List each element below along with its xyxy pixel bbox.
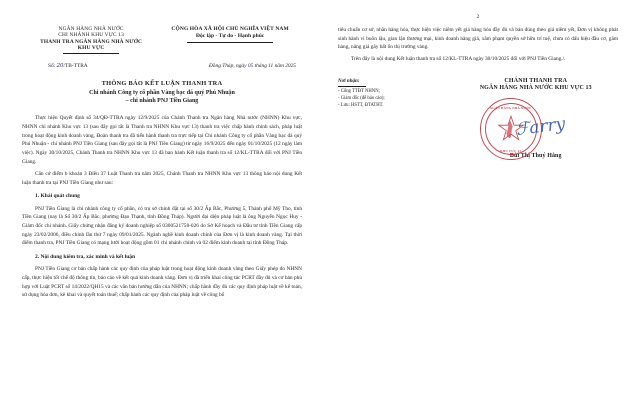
intro-paragraph-1: Thực hiện Quyết định số 34/QĐ-TTRA ngày 12/9/2025 của Chánh Thanh tra Ngân hàng Nhà nước (NHNN) Khu vực, NHNN chi nhánh Khu vực 13 (sau đây gọi tắt là Thanh tra NHNN Khu vực 13) thanh tra việc chấp hành chính sách, pháp luật trong hoạt động kinh doanh vàng, Đoàn thanh tra đã tiến hành thanh tra trực tiếp tại Chi nhánh Công ty cổ phần Vàng bạc đá quý Phú Nhuận - chi nhánh PNJ Tiền Giang (sau đây gọi tắt là PNJ Tiền Giang) từ ngày 16/9/2025 đến ngày 01/10/2025 (12 ngày làm việc). Ngày 30/10/2025, Chánh Thanh tra NHNN Khu vực 13 đã ban hành Kết luận thanh tra số 12/KL-TTRA đối với PNJ Tiền Giang. [22,115,302,165]
org-line-3: THANH TRA NGÂN HÀNG NHÀ NƯỚC [40,38,143,45]
document-header [22,26,302,54]
intro-paragraph-2: Căn cứ điểm b khoản 3 Điều 37 Luật Thanh tra năm 2025, Chánh Thanh tra NHNN Khu vực 13 thông báo nội dung Kết luận thanh tra tại PNJ Tiền Giang như sau: [22,170,302,186]
recipient-item: - Lưu: HSTT, ĐTATHT. [338,102,384,108]
org-line-4: KHU VỰC [77,45,105,52]
section-2-paragraph-part1: PNJ Tiền Giang cơ bản chấp hành các quy định của pháp luật trong hoạt động kinh doanh vàng theo Giấy phép do NHNN cấp, thực hiện tốt chế độ thông tin, báo cáo về kết quả kinh doanh vàng. Đơn vị đã triển khai công tác PCRT đầy đủ và cơ bản phù hợp với Luật PCRT số 14/2022/QH15 và các văn bản hướng dẫn của NHNN; chấp hành đầy đủ các quy định pháp luật về kế toán, sử dụng hóa đơn, kê khai và quyết toán thuế; chấp hành các quy định của pháp luật về công bố [22,266,302,299]
number-handwritten: 20 [56,63,64,69]
org-line-1: NGÂN HÀNG NHÀ NƯỚC [58,26,124,32]
org-line-2: CHI NHÁNH KHU VỰC 13 [58,32,124,39]
seal-and-signature-area [454,91,618,153]
signer-role: CHÁNH THANH TRA [504,78,568,85]
document-body-left [22,114,302,299]
national-motto: Độc lập - Tự do - Hạnh phúc [195,33,265,40]
recipient-item: - Cổng TTĐT NHNN; [338,88,380,94]
date-place: Đồng Tháp, ngày [208,63,247,69]
document-date [209,63,296,69]
document-title-block [22,80,302,105]
section-1-heading: 1. Khái quát chung [35,193,80,200]
signature-zone [338,78,618,159]
number-label: Số: [48,63,56,69]
signer-name: Bùi Thị Thuý Hằng [509,153,562,160]
number-date-row [22,63,302,69]
document-number [48,63,88,69]
date-rest: tháng 11 năm 2025 [254,63,296,69]
national-heading-block [158,26,302,43]
page-title: THÔNG BÁO KẾT LUẬN THANH TRA [101,80,223,87]
header-rule-right [187,42,273,43]
handwritten-signature: ℱ𝑎𝑟𝑟𝑦 [514,114,566,141]
section-1-paragraph: PNJ Tiền Giang là chi nhánh công ty cổ phần, có trụ sở chính đặt tại số 30/2 Ấp Bắc, Phường 5, Thành phố Mỹ Tho, tỉnh Tiền Giang (nay là Số 30/2 Ấp Bắc, phường Đạo Thạnh, tỉnh Đồng Tháp). Người đại diện pháp luật là ông Nguyễn Ngọc Huy - Giám đốc chi nhánh. Giấy chứng nhận đăng ký doanh nghiệp số 0300521758-026 do Sở Kế hoạch và Đầu tư tỉnh Tiền Giang cấp ngày 23/02/2006, điều chỉnh lần thứ 7 ngày 09/01/2025. Ngành nghề kinh doanh chính của Đơn vị là kinh doanh vàng. Tại thời điểm thanh tra, PNJ Tiền Giang có mạng lưới hoạt động gồm 01 chi nhánh chính và 02 điểm kinh doanh tại tỉnh Đồng Tháp. [22,205,302,247]
signer-block [454,78,618,159]
signer-org: NGÂN HÀNG NHÀ NƯỚC KHU VỰC 13 [479,85,592,92]
document-body-right [338,26,618,64]
header-rule-left [63,53,119,54]
recipients-rule [338,86,366,87]
section-2-heading: 2. Nội dung kiểm tra, xác minh và kết luận [35,253,136,260]
recipients-block [338,78,454,159]
seal-text-top: NGÂN HÀNG NHÀ NƯỚC [489,106,532,111]
title-subtitle-1: Chi nhánh Công ty cổ phần Vàng bạc đá quý Phú Nhuận [89,89,235,96]
recipients-list [338,88,454,109]
issuing-authority-block [24,26,158,54]
nation-name: CỘNG HÒA XÃ HỘI CHỦ NGHĨA VIỆT NAM [171,26,289,32]
seal-text-bottom: KHU VỰC 13 [499,149,522,154]
page-right [320,0,640,410]
recipients-heading: Nơi nhận: [338,79,360,85]
page-divider [320,0,321,410]
date-day: 05 [247,63,254,69]
page-number: 2 [476,14,480,20]
section-2-paragraph-part2: tiêu chuẩn cơ sở, nhãn hàng hóa, thực hiện việc niêm yết giá hàng hóa đầy đủ và bán đúng theo giá niêm yết, Đơn vị không phát sinh hành vi buôn lậu, gian lận thương mại, kinh doanh hàng giả, xâm phạm quyền sở hữu trí tuệ, chưa có dấu hiệu đầu cơ, găm hàng, nâng giá gây bất ổn thị trường vàng. [338,27,618,51]
title-subtitle-2: – chi nhánh PNJ Tiền Giang [125,97,199,104]
recipient-item: - Giám đốc (để báo cáo); [338,95,385,101]
closing-paragraph: Trên đây là nội dung Kết luận thanh tra số 12/KL-TTRA ngày 30/10/2025 đối với PNJ Tiền Giang./. [351,56,566,63]
number-suffix: /TB-TTRA [63,63,88,69]
